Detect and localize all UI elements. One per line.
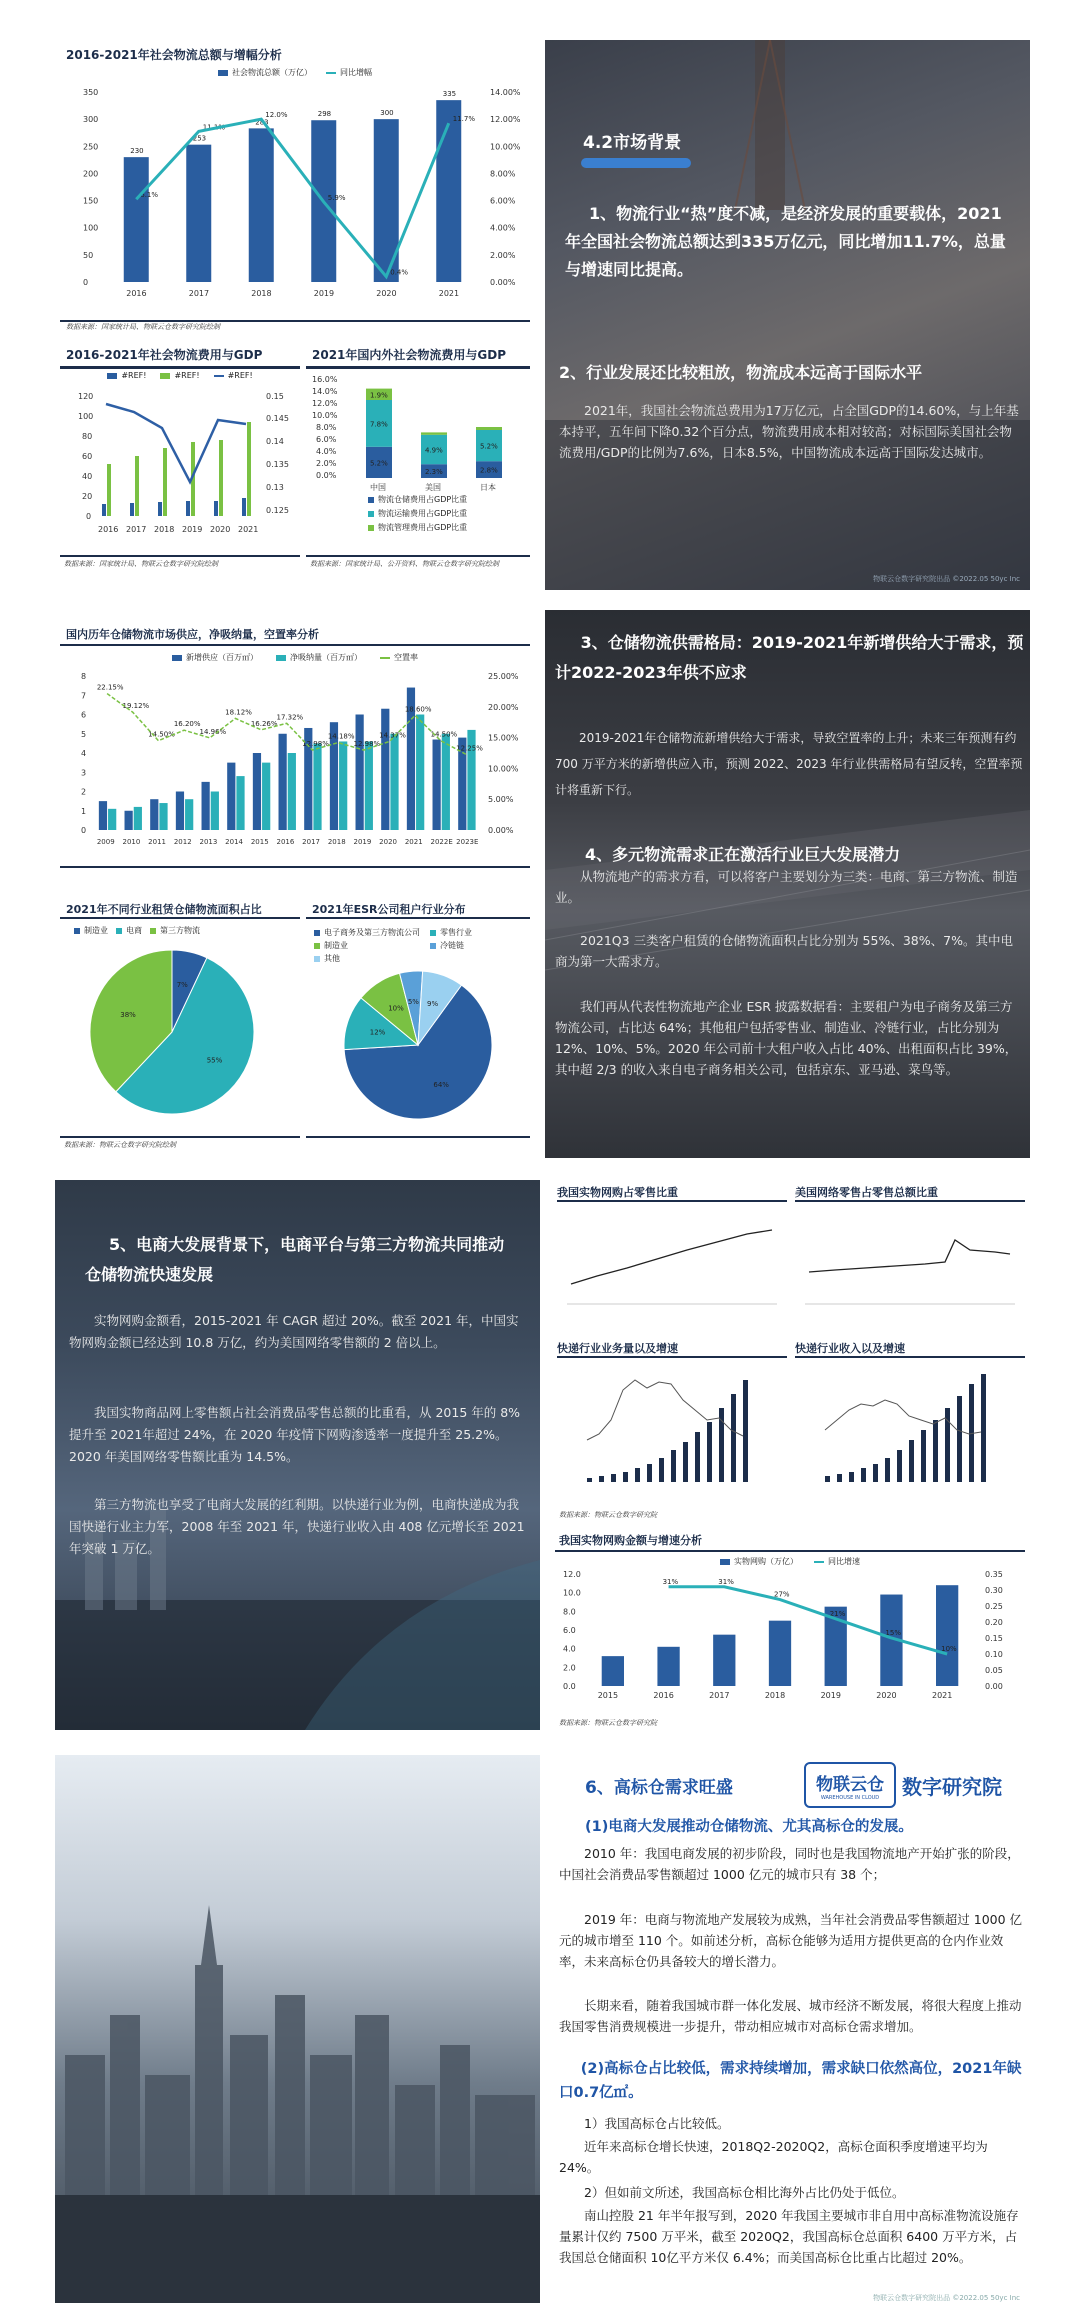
chart-canvas: [60, 937, 300, 1137]
y-tick-label: 250: [83, 142, 99, 152]
vacancy-label: 14.50%: [430, 730, 458, 739]
chart-canvas: [557, 1204, 787, 1334]
chart-online-retail: [555, 1530, 1025, 1730]
vacancy-label: 12.98%: [302, 740, 329, 749]
y-tick-label: 100: [83, 223, 99, 233]
chart-title: 快递行业业务量以及增速: [557, 1342, 678, 1355]
bar: [124, 157, 149, 282]
stack-segment: [476, 427, 502, 430]
growth-value-label: 5.9%: [327, 193, 346, 202]
svg-text:0.0%: 0.0%: [316, 471, 337, 480]
chart-total-logistics: [60, 40, 530, 330]
chart-title: 我国实物网购金额与增速分析: [559, 1534, 702, 1547]
y-tick-label: 300: [83, 115, 99, 125]
point-5-p1: 实物网购金额看，2015-2021 年 CAGR 超过 20%。截至 2021 年，中国实物网购金额已经达到 10.8 万亿，约为美国网络零售额的 2 倍以上。: [69, 1313, 519, 1350]
y2-tick-label: 20.00%: [488, 702, 519, 712]
y-tick-label: 4.0: [563, 1644, 576, 1654]
x-tick-label: 2023E: [456, 838, 479, 846]
bar-absorption: [262, 763, 270, 830]
logo-text: 数字研究院: [902, 1774, 1002, 1799]
vacancy-label: 18.12%: [225, 708, 252, 717]
sub-heading-2: (2)高标仓占比较低，需求持续增加，需求缺口依然高位，2021年缺口0.7亿㎡。: [559, 2061, 1022, 2101]
legend-item: 电商: [116, 925, 142, 936]
svg-text:2021: 2021: [238, 525, 259, 534]
bar-absorption: [211, 792, 219, 831]
x-tick-label: 中国: [370, 483, 386, 492]
svg-text:0: 0: [86, 512, 92, 521]
legend-item: 新增供应（百万㎡）: [172, 652, 258, 663]
y-tick-label: 1: [81, 806, 87, 816]
x-tick-label: 2020: [876, 1691, 897, 1700]
bar: [713, 1635, 735, 1686]
x-tick-label: 2020: [379, 838, 398, 846]
legend-item: 同比增速: [814, 1556, 860, 1567]
point-2-body: 2021年，我国社会物流总费用为17万亿元，占全国GDP的14.60%，与上年基本持平，五年间下降0.32个百分点，物流费用成本相对较高；对标国际美国社会物流费用/GDP的比例为7.6%，日本8.5%，中国物流成本远高于国际发达城市。: [559, 403, 1019, 460]
brand-logo: [804, 1759, 1024, 1811]
x-tick-label: 2016: [653, 1691, 674, 1700]
x-tick-label: 2010: [122, 838, 141, 846]
bar-value-label: 298: [317, 110, 332, 119]
vacancy-label: 16.20%: [173, 720, 201, 729]
x-tick-label: 2018: [764, 1691, 786, 1700]
y2-tick-label: 0.00%: [490, 278, 516, 287]
heading-underline: [581, 158, 691, 168]
legend-item: #REF!: [160, 371, 199, 380]
chart-canvas: [795, 1360, 1025, 1500]
x-tick-label: 2009: [96, 838, 115, 846]
svg-text:16.0%: 16.0%: [312, 375, 338, 384]
bar-value-label: 335: [442, 90, 457, 99]
point-4-esr: 我们再从代表性物流地产企业 ESR 披露数据看：主要租户为电子商务及第三方物流公司，占比达 64%；其他租户包括零售业、制造业、冷链行业，占比分别为 12%、10%、5%。2020 年公司前十大租户收入占比 40%、出租面积占比 39%，其中超 2/3 的收入来自电子商务相关公司，包括京东、亚马逊、菜鸟等。: [555, 999, 1018, 1077]
svg-text:2020: 2020: [210, 525, 231, 534]
legend-item: 第三方物流: [150, 925, 200, 936]
p-2019: 2019 年：电商与物流地产发展较为成熟，当年社会消费品零售额超过 1000 亿元的城市增至 110 个。如前述分析，高标仓能够为适用方提供更高的仓内作业效率，未来高标仓仍具备较大的增长潜力。: [559, 1912, 1023, 1969]
bar-supply: [279, 734, 287, 830]
growth-label: 31%: [718, 1577, 734, 1586]
bar-supply: [433, 740, 441, 830]
growth-label: 31%: [662, 1577, 679, 1586]
vacancy-label: 12.25%: [456, 744, 483, 753]
chart-legend: [555, 1556, 1025, 1567]
svg-text:2.0%: 2.0%: [316, 459, 337, 468]
slice-label: 5%: [407, 997, 419, 1006]
page-footer: 物联云仓数字研究院出品 ©2022.05 50yc Inc: [873, 2294, 1020, 2302]
segment-value-label: 2.3%: [425, 468, 443, 477]
svg-text:2018: 2018: [154, 525, 175, 534]
bar-value-label: 283: [255, 118, 269, 127]
y2-tick-label: 0.00: [985, 1682, 1003, 1691]
svg-text:40: 40: [82, 472, 93, 481]
y2-tick-label: 0.05: [985, 1666, 1003, 1675]
point-4: 4、多元物流需求正在激活行业巨大发展潜力: [585, 845, 901, 864]
growth-value-label: 6.1%: [140, 191, 159, 200]
svg-text:0.145: 0.145: [266, 414, 289, 423]
bar-supply: [202, 782, 210, 830]
svg-text:120: 120: [78, 392, 94, 401]
svg-text:2019: 2019: [182, 525, 203, 534]
growth-label: 10%: [941, 1645, 957, 1653]
mini-chart-express-revenue: [795, 1340, 1025, 1500]
y-tick-label: 2.0: [563, 1663, 576, 1673]
ecommerce-mini-charts: [555, 1180, 1025, 1525]
point-4-body: 从物流地产的需求方看，可以将客户主要划分为三类：电商、第三方物流、制造业。: [555, 869, 1018, 905]
p-2010: 2010 年：我国电商发展的初步阶段，同时也是我国物流地产开始扩张的阶段，中国社会消费品零售额超过 1000 亿元的城市只有 38 个；: [559, 1846, 1020, 1882]
bar-supply: [99, 801, 107, 830]
y2-tick-label: 6.00%: [490, 196, 516, 206]
legend-item: #REF!: [214, 371, 253, 380]
bar: [186, 145, 211, 282]
high-standard-warehouse-panel: [555, 1755, 1030, 2303]
chart-legend: [60, 652, 530, 663]
chart-source: 数据来源：国家统计局、公开资料、物联云仓数字研究院绘制: [310, 560, 499, 568]
bar-supply: [356, 715, 364, 831]
chart-industry-share: [60, 895, 300, 1150]
y-tick-label: 150: [83, 196, 99, 206]
point-1: 1、物流行业“热”度不减，是经济发展的重要载体，2021年全国社会物流总额达到335万亿元，同比增加11.7%，总量与增速同比提高。: [565, 204, 1006, 279]
y2-tick-label: 0.25: [985, 1602, 1003, 1611]
vacancy-label: 14.37%: [379, 731, 406, 740]
growth-label: 15%: [885, 1629, 901, 1637]
x-tick-label: 2016: [126, 289, 147, 298]
x-tick-label: 2019: [313, 289, 335, 298]
chart-canvas: [555, 1568, 1025, 1718]
svg-text:2016: 2016: [98, 525, 119, 534]
svg-text:60: 60: [82, 452, 93, 461]
svg-text:6.0%: 6.0%: [316, 435, 337, 444]
bar-absorption: [390, 734, 398, 830]
chart-title: 2021年国内外社会物流费用与GDP: [312, 348, 507, 362]
mini-chart-us-share: [795, 1184, 1025, 1334]
svg-text:0.125: 0.125: [266, 506, 289, 515]
x-tick-label: 2022E: [430, 838, 453, 846]
chart-logistics-gdp: [60, 340, 300, 575]
bar-absorption: [313, 743, 321, 830]
bar-value-label: 300: [380, 109, 394, 118]
chart-source: 数据来源：国家统计局、物联云仓数字研究院绘制: [66, 323, 220, 330]
point-6: 6、高标仓需求旺盛: [585, 1778, 733, 1798]
x-tick-label: 2020: [376, 289, 397, 298]
mini-chart-cn-share: [557, 1184, 787, 1334]
y2-tick-label: 10.00%: [490, 142, 521, 152]
mini-chart-express-volume: [557, 1340, 787, 1500]
x-tick-label: 2021: [404, 838, 423, 846]
point-3: 3、仓储物流供需格局：2019-2021年新增供给大于需求，预计2022-2023年供不应求: [555, 633, 1024, 682]
bar: [936, 1585, 958, 1686]
svg-text:0.14: 0.14: [266, 437, 284, 446]
chart-title: 我国实物网购占零售比重: [557, 1186, 678, 1199]
chart-canvas: [60, 82, 530, 312]
segment-value-label: 5.2%: [480, 442, 498, 451]
chart-canvas: [60, 670, 530, 860]
vacancy-label: 16.26%: [250, 719, 278, 728]
p-long-term: 长期来看，随着我国城市群一体化发展、城市经济不断发展，将很大程度上推动我国零售消费规模进一步提升，带动相应城市对高标仓需求增加。: [559, 1998, 1022, 2034]
chart-canvas: [60, 384, 300, 554]
bar: [657, 1647, 679, 1686]
svg-text:0.15: 0.15: [266, 392, 284, 401]
chart-title: 2016-2021年社会物流总额与增幅分析: [66, 48, 282, 62]
p-growth: 近年来高标仓增长快速，2018Q2-2020Q2，高标仓面积季度增速平均为 24%。: [559, 2139, 988, 2175]
y2-tick-label: 5.00%: [488, 795, 514, 805]
chart-title: 快递行业收入以及增速: [795, 1342, 905, 1355]
svg-text:2017: 2017: [126, 525, 147, 534]
x-tick-label: 日本: [480, 483, 496, 492]
bar-supply: [150, 799, 158, 830]
y-tick-label: 3: [81, 768, 87, 778]
chart-canvas: [557, 1360, 787, 1500]
bar-absorption: [288, 753, 296, 830]
bar-absorption: [339, 741, 347, 830]
p-nanshan: 南山控股 21 年半年报写到，2020 年我国主要城市非自用中高标准物流设施存量累计仅约 7500 万平米，截至 2020Q2，我国高标仓总面积 6400 万平方米，占我国总仓储面积 10亿平方米仅 6.4%；而美国高标仓比重占比超过 20%。: [559, 2208, 1019, 2265]
svg-text:20: 20: [82, 492, 93, 501]
segment-value-label: 5.2%: [370, 459, 388, 468]
legend-item: 电子商务及第三方物流公司: [314, 927, 420, 938]
legend-item: 制造业: [314, 940, 420, 951]
bar-supply: [125, 811, 133, 830]
x-tick-label: 2019: [820, 1691, 841, 1700]
y2-tick-label: 0.20: [985, 1618, 1003, 1627]
y2-tick-label: 0.15: [985, 1634, 1003, 1643]
y-tick-label: 5: [81, 729, 87, 739]
svg-text:0.13: 0.13: [266, 483, 284, 492]
svg-text:8.0%: 8.0%: [316, 423, 337, 432]
bar: [249, 128, 274, 282]
bar-absorption: [365, 741, 373, 830]
svg-text:0.135: 0.135: [266, 460, 289, 469]
slice-label: 55%: [206, 1056, 223, 1065]
bar: [436, 100, 461, 282]
segment-value-label: 1.9%: [370, 391, 388, 400]
legend-item: 同比增幅: [326, 67, 372, 78]
slice-label: 7%: [176, 980, 188, 989]
point-5: 5、电商大发展背景下，电商平台与第三方物流共同推动仓储物流快速发展: [85, 1235, 505, 1284]
y-tick-label: 8: [81, 672, 87, 681]
x-tick-label: 2016: [276, 838, 295, 846]
vacancy-label: 19.12%: [122, 702, 150, 711]
bar-absorption: [185, 799, 193, 830]
point-5-p2: 我国实物商品网上零售额占社会消费品零售总额的比重看，从 2015 年的 8%提升至 2021年超过 24%，在 2020 年疫情下网购渗透率一度提升至 25.2%。2020 年美国网络零售额比重为 14.5%。: [69, 1405, 521, 1464]
legend-item: 社会物流总额（万亿）: [218, 67, 312, 78]
chart-canvas: [795, 1204, 1025, 1334]
skyline-silhouette: [55, 1755, 540, 2303]
skyline-photo: [55, 1755, 540, 2303]
y2-tick-label: 4.00%: [490, 223, 516, 233]
slice-label: 12%: [369, 1028, 386, 1037]
growth-line: [136, 119, 449, 276]
y2-tick-label: 12.00%: [490, 115, 521, 125]
svg-text:4.0%: 4.0%: [316, 447, 337, 456]
chart-title: 美国网络零售占零售总额比重: [795, 1186, 938, 1199]
x-tick-label: 2021: [932, 1691, 953, 1700]
y-tick-label: 12.0: [563, 1570, 581, 1579]
vacancy-label: 12.98%: [353, 740, 381, 749]
svg-text:10.0%: 10.0%: [312, 411, 338, 420]
y-tick-label: 7: [81, 691, 87, 701]
bar-absorption: [108, 809, 116, 830]
vacancy-label: 14.18%: [327, 732, 355, 741]
y2-tick-label: 25.00%: [488, 672, 519, 681]
bar: [769, 1621, 791, 1686]
y-tick-label: 6.0: [563, 1626, 576, 1635]
slice-label: 64%: [433, 1080, 449, 1089]
y-tick-label: 350: [83, 88, 99, 97]
growth-value-label: 12.0%: [265, 111, 288, 120]
stack-segment: [421, 432, 447, 434]
bar-absorption: [159, 803, 167, 830]
legend-item: 零售行业: [430, 927, 472, 938]
y-tick-label: 10.0: [563, 1588, 581, 1598]
growth-label: 27%: [774, 1590, 790, 1599]
growth-label: 21%: [829, 1609, 846, 1618]
segment-value-label: 2.8%: [480, 466, 498, 475]
chart-legend: [368, 494, 467, 533]
y-tick-label: 0.0: [563, 1682, 576, 1691]
y2-tick-label: 2.00%: [490, 250, 516, 260]
x-tick-label: 2017: [709, 1691, 730, 1700]
point-2: 2、行业发展还比较粗放，物流成本远高于国际水平: [559, 363, 923, 382]
tower-silhouette: [545, 40, 1030, 590]
legend-item: 空置率: [380, 652, 418, 663]
growth-value-label: 0.4%: [390, 268, 409, 277]
section-heading: 4.2市场背景: [583, 133, 682, 153]
x-tick-label: 2012: [173, 838, 192, 846]
svg-text:100: 100: [78, 412, 94, 421]
logo-box: 物联云仓 WAREHOUSE IN CLOUD: [804, 1762, 896, 1808]
chart-source: 数据来源：物联云仓数字研究院: [559, 1511, 657, 1519]
chart-intl-logistics: [306, 340, 530, 575]
legend-item: 物流管理费用占GDP比重: [368, 522, 467, 533]
y2-tick-label: 0.35: [985, 1570, 1003, 1579]
x-tick-label: 2019: [353, 838, 372, 846]
chart-title: 2016-2021年社会物流费用与GDP: [66, 348, 263, 362]
legend-item: 实物网购（万亿）: [720, 1556, 798, 1567]
supply-demand-panel: [545, 610, 1030, 1158]
y-tick-label: 4: [81, 749, 87, 758]
chart-title: 2021年不同行业租赁仓储物流面积占比: [66, 903, 262, 916]
legend-item: #REF!: [107, 371, 146, 380]
vacancy-label: 18.60%: [404, 705, 432, 714]
sub-heading-1: (1)电商大发展推动仓储物流、尤其高标仓的发展。: [585, 1819, 913, 1835]
growth-value-label: 11.7%: [452, 115, 475, 124]
chart-canvas: [306, 965, 530, 1145]
x-tick-label: 2017: [188, 289, 210, 298]
slice-label: 9%: [427, 1000, 439, 1009]
svg-text:14.0%: 14.0%: [312, 387, 338, 396]
y-tick-label: 50: [83, 250, 94, 260]
bar: [602, 1656, 624, 1686]
bar-value-label: 253: [192, 134, 207, 143]
x-tick-label: 2018: [251, 289, 272, 298]
y-tick-label: 8.0: [563, 1607, 576, 1617]
x-tick-label: 2011: [148, 838, 167, 846]
chart-source: 数据来源：物联云仓数字研究院: [559, 1719, 657, 1727]
bar-supply: [176, 792, 184, 831]
vacancy-label: 17.32%: [276, 713, 304, 722]
bar-absorption: [236, 776, 244, 830]
y-tick-label: 6: [81, 710, 87, 720]
point-3-body: 2019-2021年仓储物流新增供给大于需求，导致空置率的上升；未来三年预测有约 700 万平方米的新增供应入市，预测 2022、2023 年行业供需格局有望反转，空置率预计将重新下行。: [555, 731, 1023, 797]
legend-item: 冷链链: [430, 940, 472, 951]
y2-tick-label: 0.00%: [488, 826, 514, 835]
chart-title: 国内历年仓储物流市场供应，净吸纳量，空置率分析: [66, 628, 319, 641]
growth-line: [669, 1587, 948, 1654]
x-tick-label: 2018: [327, 838, 346, 846]
chart-title: 2021年ESR公司租户行业分布: [312, 903, 466, 916]
chart-legend: [314, 927, 472, 964]
chart-warehouse-supply: [60, 620, 530, 870]
bar-absorption: [416, 715, 424, 831]
chart-canvas: [306, 372, 530, 512]
bar-absorption: [134, 807, 142, 830]
y2-tick-label: 15.00%: [488, 733, 519, 743]
y2-tick-label: 0.30: [985, 1586, 1003, 1595]
y2-tick-label: 8.00%: [490, 169, 516, 179]
x-tick-label: 2013: [199, 838, 218, 846]
bar-value-label: 230: [130, 147, 144, 156]
page-footer: 物联云仓数字研究院出品 ©2022.05 50yc Inc: [873, 575, 1020, 583]
vacancy-label: 14.50%: [148, 730, 175, 739]
y-tick-label: 200: [83, 169, 99, 179]
point-5-p3: 第三方物流也享受了电商大发展的红利期。以快递行业为例，电商快递成为我国快递行业主力军，2008 年至 2021 年，快递行业收入由 408 亿元增长至 2021 年突破 1 万亿。: [69, 1497, 525, 1556]
svg-text:12.0%: 12.0%: [312, 399, 338, 408]
slice-label: 38%: [120, 1010, 136, 1019]
bar-supply: [381, 709, 389, 830]
x-tick-label: 2017: [302, 838, 321, 846]
x-tick-label: 2021: [438, 289, 460, 298]
legend-item: 物流仓储费用占GDP比重: [368, 494, 467, 505]
segment-value-label: 4.9%: [425, 446, 443, 455]
bar-absorption: [442, 734, 450, 830]
p-low-share: 1）我国高标仓占比较低。: [584, 2116, 730, 2131]
market-background-panel: [545, 40, 1030, 590]
x-tick-label: 美国: [425, 483, 441, 492]
bar-supply: [227, 763, 235, 830]
y-tick-label: 2: [81, 787, 87, 797]
growth-value-label: 11.1%: [202, 123, 225, 132]
y2-tick-label: 0.10: [985, 1650, 1003, 1659]
slice-label: 10%: [388, 1004, 404, 1013]
legend-item: 制造业: [74, 925, 108, 936]
x-tick-label: 2015: [250, 838, 269, 846]
legend-item: 其他: [314, 953, 420, 964]
y2-tick-label: 10.00%: [488, 764, 519, 774]
legend-item: 物流运输费用占GDP比重: [368, 508, 467, 519]
chart-esr-tenants: [306, 895, 530, 1150]
segment-value-label: 7.8%: [370, 420, 388, 429]
chart-legend: [74, 925, 300, 936]
x-tick-label: 2015: [597, 1691, 619, 1700]
bar-supply: [253, 753, 261, 830]
chart-source: 数据来源：物联云仓数字研究院绘制: [64, 1141, 176, 1149]
point-4-share: 2021Q3 三类客户租赁的仓储物流面积占比分别为 55%、38%、7%。其中电商为第一大需求方。: [555, 933, 1013, 969]
legend-item: 净吸纳量（百万㎡）: [276, 652, 362, 663]
vacancy-label: 14.96%: [199, 727, 227, 736]
y-tick-label: 0: [83, 278, 89, 287]
y-tick-label: 0: [81, 826, 87, 835]
ecommerce-panel: [55, 1180, 540, 1730]
x-tick-label: 2014: [225, 838, 244, 846]
vacancy-label: 22.15%: [96, 683, 124, 692]
chart-legend: [60, 67, 530, 78]
chart-legend: [60, 371, 300, 380]
svg-text:80: 80: [82, 432, 93, 441]
p-overseas: 2）但如前文所述，我国高标仓相比海外占比仍处于低位。: [584, 2185, 905, 2200]
chart-source: 数据来源：国家统计局、物联云仓数字研究院绘制: [64, 560, 218, 568]
y2-tick-label: 14.00%: [490, 88, 521, 97]
